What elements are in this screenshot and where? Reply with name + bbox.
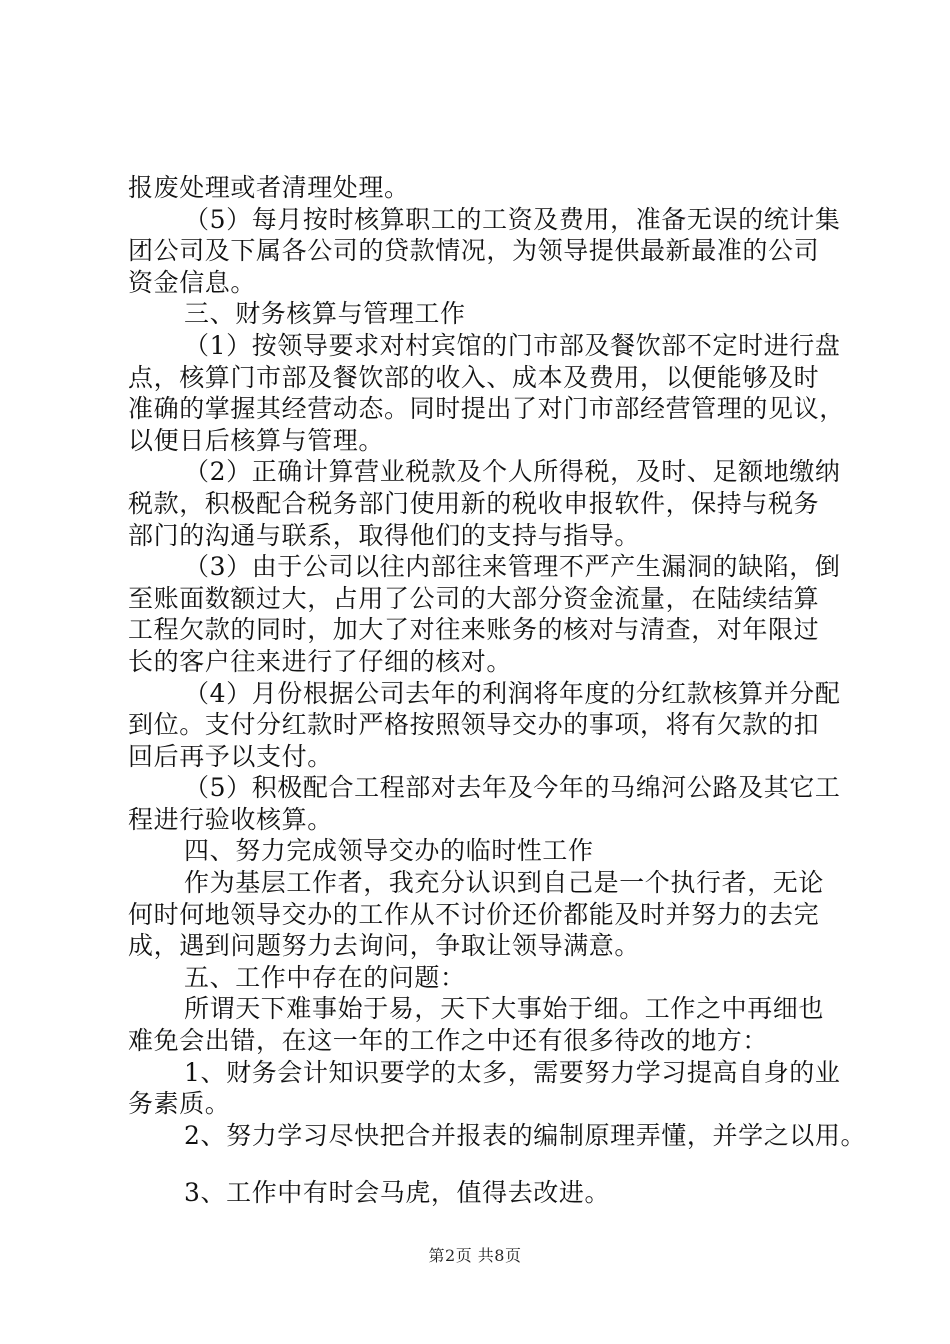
s5-item-3-line-1: 3、工作中有时会马虎，值得去改进。 <box>184 1178 611 1208</box>
s3-item-2-line-2: 税款，积极配合税务部门使用新的税收申报软件，保持与税务 <box>128 488 820 518</box>
s3-item-4-line-2: 到位。支付分红款时严格按照领导交办的事项，将有欠款的扣 <box>128 710 820 740</box>
s5-para-line-1: 所谓天下难事始于易，天下大事始于细。工作之中再细也 <box>184 994 825 1024</box>
s4-para-line-1: 作为基层工作者，我充分认识到自己是一个执行者，无论 <box>184 868 825 898</box>
section-heading-5: 五、工作中存在的问题： <box>184 962 466 992</box>
page-footer: 第2页 共8页 <box>428 1246 522 1265</box>
s3-item-5-line-1: （5）积极配合工程部对去年及今年的马绵河公路及其它工 <box>184 773 841 803</box>
s4-para-line-3: 成，遇到问题努力去询问，争取让领导满意。 <box>128 931 641 961</box>
item-5-line-1: （5）每月按时核算职工的工资及费用，准备无误的统计集 <box>184 204 841 234</box>
s3-item-3-line-1: （3）由于公司以往内部往来管理不严产生漏洞的缺陷，倒 <box>184 552 841 582</box>
s5-para-line-2: 难免会出错，在这一年的工作之中还有很多待改的地方： <box>128 1026 769 1056</box>
s3-item-1-line-3: 准确的掌握其经营动态。同时提出了对门市部经营管理的见议， <box>128 394 845 424</box>
s5-item-1-line-1: 1、财务会计知识要学的太多，需要努力学习提高自身的业 <box>184 1057 841 1087</box>
s3-item-3-line-4: 长的客户往来进行了仔细的核对。 <box>128 646 513 676</box>
section-heading-4: 四、努力完成领导交办的临时性工作 <box>184 836 594 866</box>
s5-item-2-line-1: 2、努力学习尽快把合并报表的编制原理弄懂，并学之以用。 <box>184 1120 867 1150</box>
item-5-line-3: 资金信息。 <box>128 267 257 297</box>
body-line: 报废处理或者清理处理。 <box>128 173 410 202</box>
s3-item-2-line-3: 部门的沟通与联系，取得他们的支持与指导。 <box>128 520 641 550</box>
s5-item-1-line-2: 务素质。 <box>128 1089 231 1119</box>
s3-item-2-line-1: （2）正确计算营业税款及个人所得税，及时、足额地缴纳 <box>184 457 841 487</box>
s3-item-1-line-4: 以便日后核算与管理。 <box>128 425 385 455</box>
section-heading-3: 三、财务核算与管理工作 <box>184 299 466 329</box>
s3-item-5-line-2: 程进行验收核算。 <box>128 804 333 834</box>
document-body <box>128 172 867 1209</box>
s3-item-4-line-3: 回后再予以支付。 <box>128 741 333 771</box>
s3-item-1-line-1: （1）按领导要求对村宾馆的门市部及餐饮部不定时进行盘 <box>184 330 841 360</box>
s3-item-3-line-3: 工程欠款的同时，加大了对往来账务的核对与清查，对年限过 <box>128 615 820 645</box>
s3-item-1-line-2: 点，核算门市部及餐饮部的收入、成本及费用，以便能够及时 <box>128 362 820 392</box>
s3-item-3-line-2: 至账面数额过大，占用了公司的大部分资金流量，在陆续结算 <box>128 583 820 613</box>
s4-para-line-2: 何时何地领导交办的工作从不讨价还价都能及时并努力的去完 <box>128 899 820 929</box>
item-5-line-2: 团公司及下属各公司的贷款情况，为领导提供最新最准的公司 <box>128 236 820 266</box>
s3-item-4-line-1: （4）月份根据公司去年的利润将年度的分红款核算并分配 <box>184 678 841 708</box>
